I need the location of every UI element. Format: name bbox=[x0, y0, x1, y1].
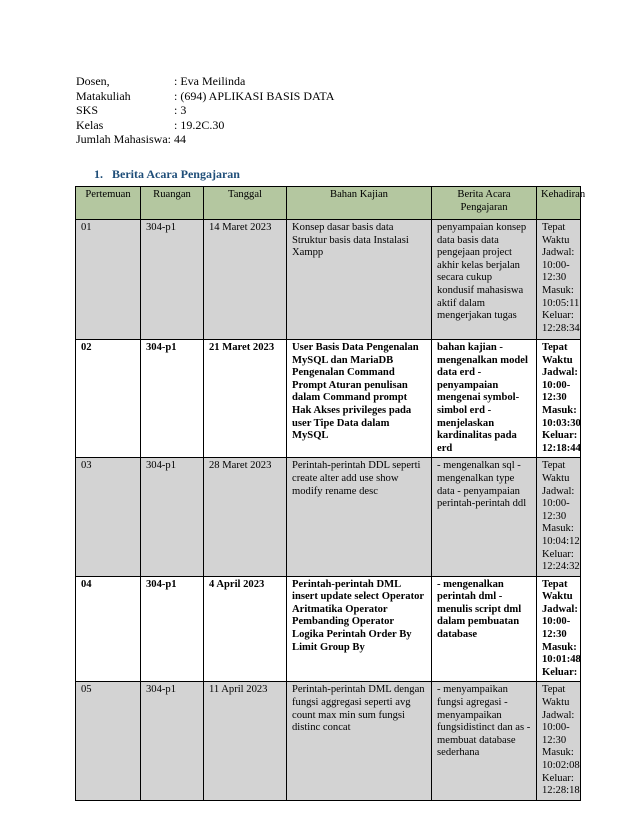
info-label: Kelas bbox=[76, 117, 104, 132]
info-label: SKS bbox=[76, 103, 99, 118]
info-row-jumlah bbox=[76, 132, 334, 147]
info-label: Jumlah Mahasiswa bbox=[76, 132, 168, 147]
section-number: 1. bbox=[94, 167, 103, 181]
info-value: : 44 bbox=[167, 132, 186, 147]
cell-pertemuan: 02 bbox=[76, 340, 141, 458]
cell-kehadiran: Tepat Waktu Jadwal: 10:00-12:30 Masuk: 10:02:08 Keluar: 12:28:18 bbox=[537, 682, 581, 800]
header-tanggal: Tanggal bbox=[204, 187, 287, 220]
header-berita-acara: Berita Acara Pengajaran bbox=[432, 187, 537, 220]
info-value: : (694) APLIKASI BASIS DATA bbox=[174, 88, 335, 103]
cell-pertemuan: 01 bbox=[76, 220, 141, 340]
section-title: Berita Acara Pengajaran bbox=[112, 167, 240, 181]
cell-berita-acara: - mengenalkan sql - mengenalkan type data - penyampaian perintah-perintah ddl bbox=[432, 458, 537, 576]
info-value: : 19.2C.30 bbox=[174, 117, 225, 132]
cell-ruangan: 304-p1 bbox=[141, 682, 204, 800]
cell-kehadiran: Tepat Waktu Jadwal: 10:00-12:30 Masuk: 10:05:11 Keluar: 12:28:34 bbox=[537, 220, 581, 340]
table-header-row bbox=[76, 187, 581, 220]
cell-pertemuan: 04 bbox=[76, 576, 141, 682]
table-row bbox=[76, 458, 581, 576]
cell-berita-acara: - mengenalkan perintah dml - menulis script dml dalam pembuatan database bbox=[432, 576, 537, 682]
header-pertemuan: Pertemuan bbox=[76, 187, 141, 220]
cell-kehadiran: Tepat Waktu Jadwal: 10:00-12:30 Masuk: 10:04:12 Keluar: 12:24:32 bbox=[537, 458, 581, 576]
cell-tanggal: 11 April 2023 bbox=[204, 682, 287, 800]
cell-kehadiran: Tepat Waktu Jadwal: 10:00-12:30 Masuk: 10:01:48 Keluar: bbox=[537, 576, 581, 682]
cell-berita-acara: - menyampaikan fungsi agregasi - menyampaikan fungsidistinct dan as - membuat database sederhana bbox=[432, 682, 537, 800]
course-info bbox=[76, 74, 334, 147]
teaching-record-table bbox=[75, 186, 586, 801]
info-value: : 3 bbox=[174, 103, 187, 118]
cell-pertemuan: 03 bbox=[76, 458, 141, 576]
cell-bahan-kajian: Konsep dasar basis data Struktur basis data Instalasi Xampp bbox=[287, 220, 432, 340]
cell-tanggal: 21 Maret 2023 bbox=[204, 340, 287, 458]
cell-bahan-kajian: Perintah-perintah DML insert update select Operator Aritmatika Operator Pembanding Operator Logika Perintah Order By Limit Group By bbox=[287, 576, 432, 682]
header-bahan-kajian: Bahan Kajian bbox=[287, 187, 432, 220]
cell-ruangan: 304-p1 bbox=[141, 458, 204, 576]
cell-ruangan: 304-p1 bbox=[141, 220, 204, 340]
cell-ruangan: 304-p1 bbox=[141, 340, 204, 458]
cell-ruangan: 304-p1 bbox=[141, 576, 204, 682]
cell-tanggal: 14 Maret 2023 bbox=[204, 220, 287, 340]
table-row bbox=[76, 220, 581, 340]
info-row-sks bbox=[76, 103, 334, 118]
cell-bahan-kajian: User Basis Data Pengenalan MySQL dan MariaDB Pengenalan Command Prompt Aturan penulisan dalam Command prompt Hak Akses privileges pada user Tipe Data dalam MySQL bbox=[287, 340, 432, 458]
table-row bbox=[76, 340, 581, 458]
info-label: Dosen, bbox=[76, 74, 110, 88]
cell-bahan-kajian: Perintah-perintah DDL seperti create alter add use show modify rename desc bbox=[287, 458, 432, 576]
header-kehadiran: Kehadiran bbox=[537, 187, 581, 220]
cell-tanggal: 4 April 2023 bbox=[204, 576, 287, 682]
section-heading bbox=[94, 167, 240, 182]
info-row-dosen bbox=[76, 74, 334, 89]
info-label: Matakuliah bbox=[76, 88, 131, 103]
cell-berita-acara: bahan kajian - mengenalkan model data erd - penyampaian mengenai symbol-simbol erd - menjelaskan kardinalitas pada erd bbox=[432, 340, 537, 458]
info-row-kelas bbox=[76, 118, 334, 133]
cell-tanggal: 28 Maret 2023 bbox=[204, 458, 287, 576]
cell-pertemuan: 05 bbox=[76, 682, 141, 800]
table-row bbox=[76, 682, 581, 800]
header-ruangan: Ruangan bbox=[141, 187, 204, 220]
info-row-matakuliah bbox=[76, 89, 334, 104]
table-row bbox=[76, 576, 581, 682]
cell-berita-acara: penyampaian konsep data basis data pengejaan project akhir kelas berjalan secara cukup kondusif mahasiswa aktif dalam mengerjakan tugas bbox=[432, 220, 537, 340]
cell-bahan-kajian: Perintah-perintah DML dengan fungsi aggregasi seperti avg count max min sum fungsi distinc concat bbox=[287, 682, 432, 800]
info-value: : Eva Meilinda bbox=[174, 74, 246, 88]
cell-kehadiran: Tepat Waktu Jadwal: 10:00-12:30 Masuk: 10:03:30 Keluar: 12:18:44 bbox=[537, 340, 581, 458]
